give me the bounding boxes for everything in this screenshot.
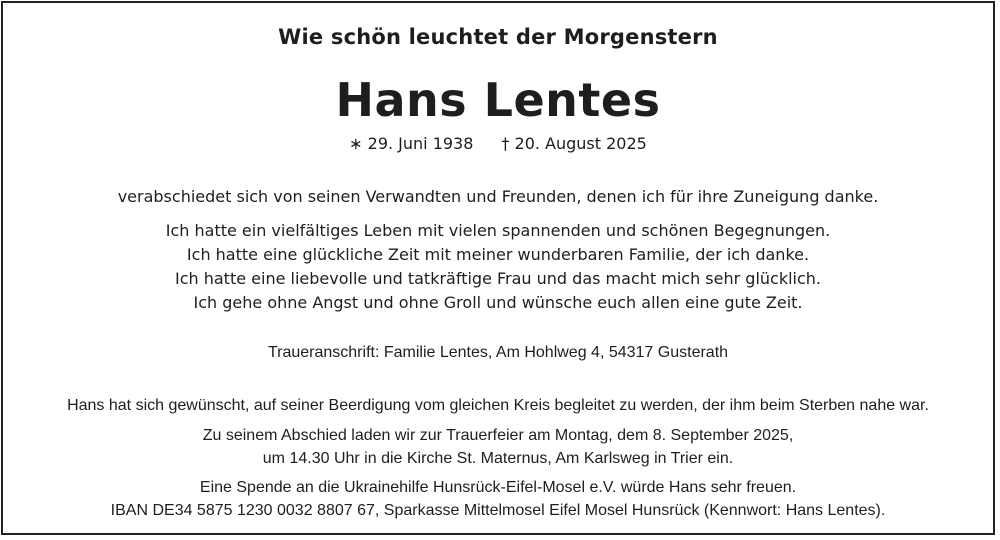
farewell-line: um 14.30 Uhr in die Kirche St. Maternus, Am Karlsweg in Trier ein.	[262, 450, 734, 467]
obituary-notice	[1, 1, 995, 535]
message-line: Ich hatte ein vielfältiges Leben mit vielen spannenden und schönen Begegnungen.	[165, 221, 831, 240]
mourning-address: Traueranschrift: Familie Lentes, Am Hohlweg 4, 54317 Gusterath	[267, 344, 729, 361]
intro-text: verabschiedet sich von seinen Verwandten und Freunden, denen ich für ihre Zuneigung danke.	[117, 187, 879, 206]
farewell-line: Zu seinem Abschied laden wir zur Trauerfeier am Montag, dem 8. September 2025,	[202, 427, 794, 444]
life-dates	[3, 134, 993, 153]
death-date: † 20. August 2025	[501, 134, 647, 153]
funeral-wish: Hans hat sich gewünscht, auf seiner Beerdigung vom gleichen Kreis begleitet zu werden, der ihm beim Sterben nahe war.	[67, 397, 929, 414]
message-line: Ich gehe ohne Angst und ohne Groll und wünsche euch allen eine gute Zeit.	[193, 293, 803, 312]
notice-heading: Wie schön leuchtet der Morgenstern	[278, 25, 718, 49]
message-line: Ich hatte eine glückliche Zeit mit meiner wunderbaren Familie, der ich danke.	[186, 245, 810, 264]
message-line: Ich hatte eine liebevolle und tatkräftige Frau und das macht mich sehr glücklich.	[174, 269, 821, 288]
donation-bank-details: IBAN DE34 5875 1230 0032 8807 67, Sparkasse Mittelmosel Eifel Mosel Hunsrück (Kennwort: Hans Lentes).	[110, 502, 886, 519]
deceased-name: Hans Lentes	[335, 73, 661, 127]
donation-line: Eine Spende an die Ukrainehilfe Hunsrück-Eifel-Mosel e.V. würde Hans sehr freuen.	[199, 479, 797, 496]
birth-date: ∗ 29. Juni 1938	[349, 134, 474, 153]
